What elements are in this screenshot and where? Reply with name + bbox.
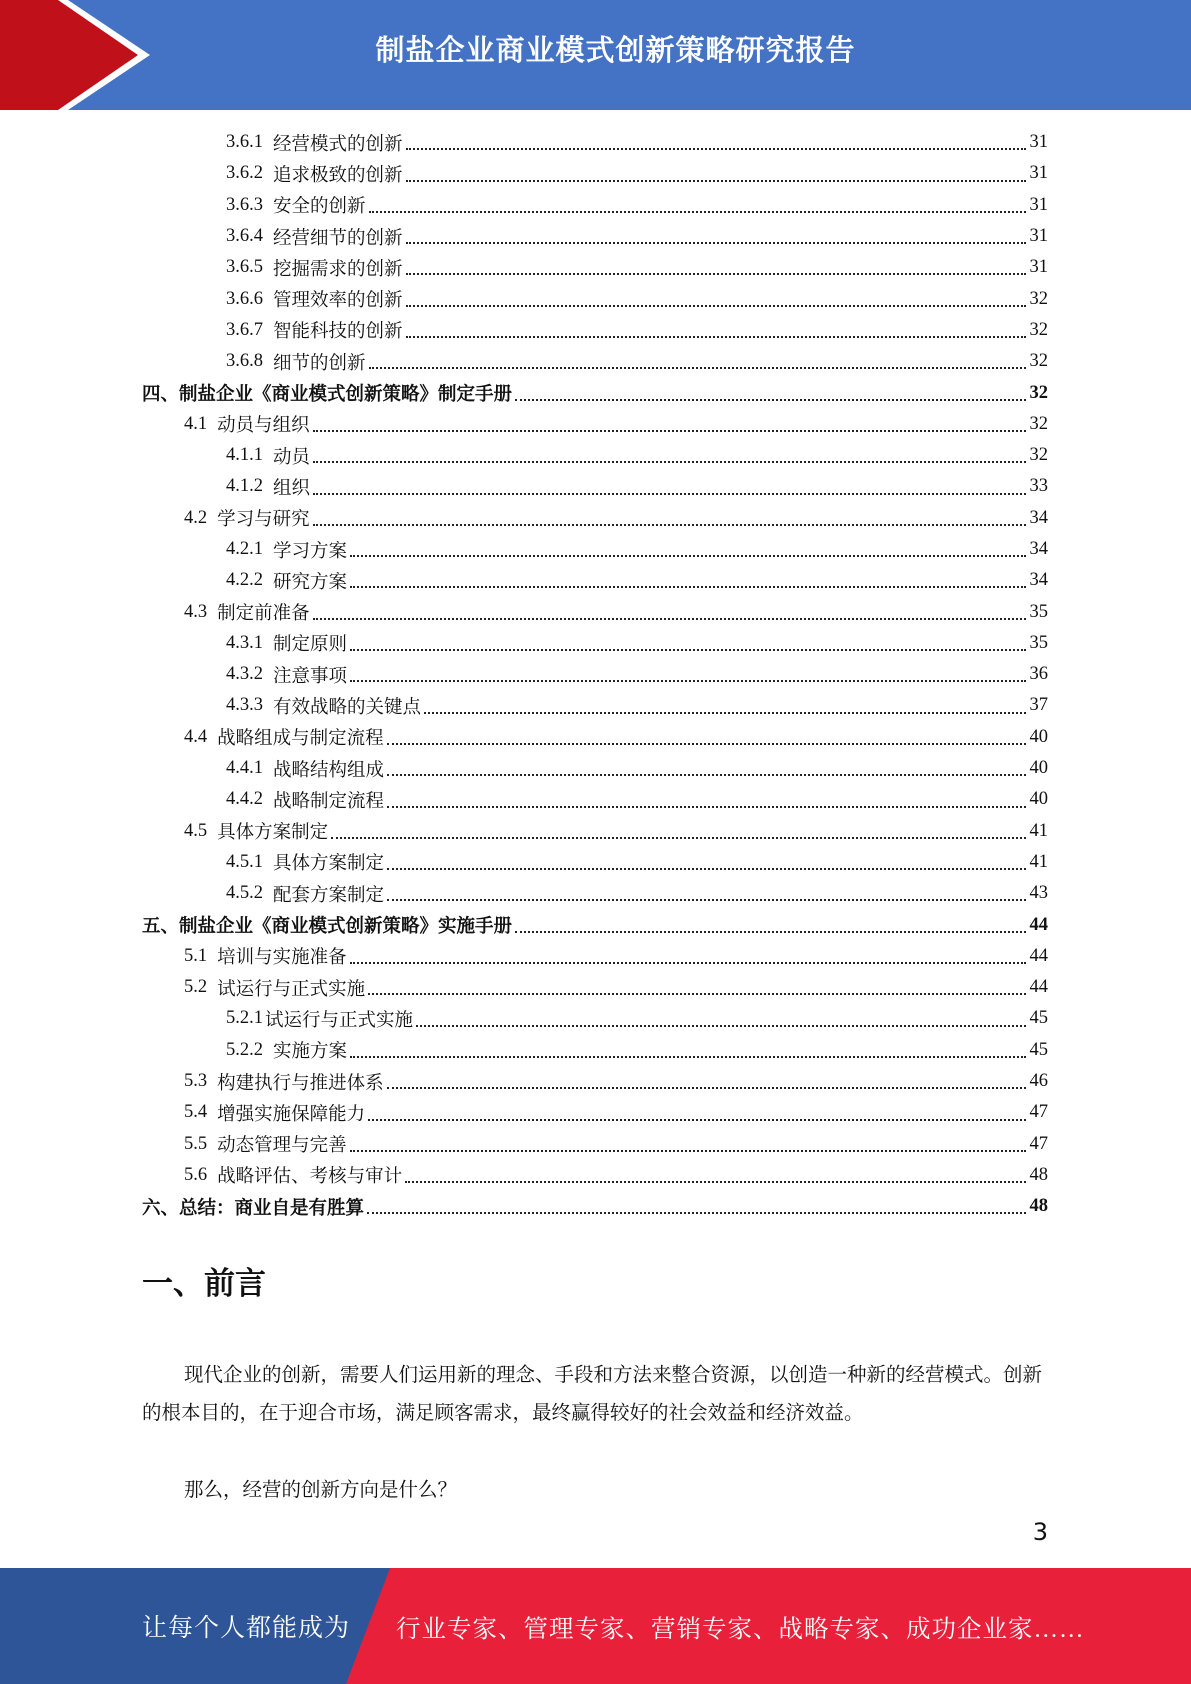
toc-dot-leader [350, 1056, 1026, 1058]
toc-entry-page: 31 [1029, 132, 1048, 153]
toc-entry-title: 细节的创新 [273, 353, 366, 374]
toc-entry-number: 4.5.2 [226, 883, 263, 904]
toc-dot-leader [387, 806, 1026, 808]
toc-dot-leader [515, 399, 1026, 401]
toc-entry[interactable] [142, 283, 1048, 314]
toc-entry-number: 4.5 [184, 820, 208, 841]
toc-entry-title: 注意事项 [273, 666, 348, 687]
toc-entry-title: 制定原则 [273, 635, 348, 656]
toc-entry-number: 4.4.2 [226, 789, 263, 810]
toc-entry-number: 3.6.1 [226, 132, 263, 153]
toc-entry-title: 五、制盐企业《商业模式创新策略》实施手册 [142, 917, 513, 938]
toc-entry-title: 制定前准备 [217, 604, 310, 625]
toc-entry-number: 3.6.7 [226, 319, 263, 340]
toc-entry-title: 追求极致的创新 [273, 165, 403, 186]
toc-dot-leader [313, 618, 1026, 620]
toc-dot-leader [350, 1150, 1026, 1152]
toc-dot-leader [387, 774, 1026, 776]
toc-entry[interactable] [142, 409, 1048, 440]
toc-entry[interactable] [142, 252, 1048, 283]
toc-entry-page: 34 [1029, 539, 1048, 559]
toc-entry-title: 学习与研究 [217, 510, 310, 531]
toc-entry-page: 32 [1029, 413, 1048, 434]
toc-entry-title: 智能科技的创新 [273, 322, 403, 343]
toc-entry-number: 4.1 [184, 413, 208, 434]
toc-entry[interactable] [142, 315, 1048, 346]
toc-entry-number: 3.6.4 [226, 226, 263, 247]
toc-entry-number: 5.2 [184, 977, 208, 998]
toc-entry[interactable] [142, 158, 1048, 189]
toc-entry[interactable] [142, 596, 1048, 627]
toc-entry-number: 5.1 [184, 945, 208, 966]
toc-entry[interactable] [142, 1066, 1048, 1097]
toc-entry-page: 40 [1029, 758, 1048, 779]
toc-dot-leader [405, 1181, 1026, 1183]
toc-dot-leader [406, 336, 1026, 338]
toc-dot-leader [367, 1212, 1026, 1214]
toc-dot-leader [406, 242, 1026, 244]
toc-dot-leader [313, 461, 1026, 463]
toc-entry-page: 40 [1029, 789, 1048, 810]
toc-dot-leader [350, 680, 1026, 682]
toc-entry-title: 试运行与正式实施 [265, 1010, 414, 1031]
toc-entry[interactable] [142, 1097, 1048, 1128]
toc-entry-title: 安全的创新 [273, 197, 366, 218]
toc-entry-number: 3.6.5 [226, 257, 263, 278]
toc-dot-leader [406, 148, 1026, 150]
toc-entry-title: 有效战略的关键点 [273, 697, 422, 718]
toc-entry[interactable] [142, 847, 1048, 878]
toc-entry-page: 32 [1029, 445, 1048, 466]
toc-entry-page: 48 [1029, 1196, 1048, 1217]
toc-entry-page: 32 [1029, 288, 1048, 309]
toc-entry-page: 35 [1029, 632, 1048, 653]
toc-entry-title: 增强实施保障能力 [217, 1104, 366, 1125]
toc-entry[interactable] [142, 909, 1048, 940]
toc-dot-leader [387, 868, 1026, 870]
toc-entry-title: 动员与组织 [217, 416, 310, 437]
toc-entry[interactable] [142, 659, 1048, 690]
toc-entry[interactable] [142, 534, 1048, 565]
toc-dot-leader [406, 273, 1026, 275]
toc-entry-title: 管理效率的创新 [273, 291, 403, 312]
toc-entry-page: 45 [1029, 1039, 1048, 1060]
toc-entry[interactable] [142, 503, 1048, 534]
toc-entry[interactable] [142, 1160, 1048, 1191]
toc-entry[interactable] [142, 753, 1048, 784]
toc-entry-number: 5.5 [184, 1133, 208, 1154]
toc-entry[interactable] [142, 471, 1048, 502]
toc-entry-title: 试运行与正式实施 [217, 979, 366, 1000]
toc-entry[interactable] [142, 628, 1048, 659]
section-heading: 一、前言 [142, 1266, 266, 1302]
toc-dot-leader [313, 493, 1026, 495]
page-header [0, 0, 1191, 110]
toc-dot-leader [368, 993, 1026, 995]
toc-entry[interactable] [142, 784, 1048, 815]
toc-entry-title: 战略制定流程 [273, 791, 385, 812]
toc-dot-leader [515, 931, 1026, 933]
page-number: 3 [1032, 1518, 1048, 1546]
toc-entry-page: 37 [1029, 695, 1048, 716]
toc-entry-number: 5.3 [184, 1071, 208, 1092]
toc-dot-leader [424, 712, 1026, 714]
toc-entry-page: 46 [1029, 1071, 1048, 1092]
toc-entry-number: 5.4 [184, 1102, 208, 1123]
toc-entry-number: 3.6.2 [226, 163, 263, 184]
toc-entry-title: 动员 [273, 447, 311, 468]
toc-entry[interactable] [142, 377, 1048, 408]
toc-entry-number: 4.1.1 [226, 445, 263, 466]
toc-entry-title: 经营细节的创新 [273, 228, 403, 249]
table-of-contents [142, 127, 1048, 1222]
toc-dot-leader [350, 962, 1026, 964]
toc-dot-leader [350, 649, 1026, 651]
toc-entry-number: 4.4.1 [226, 758, 263, 779]
toc-dot-leader [369, 211, 1026, 213]
toc-entry-page: 32 [1029, 319, 1048, 340]
toc-entry-page: 32 [1029, 382, 1048, 403]
toc-dot-leader [313, 430, 1026, 432]
toc-dot-leader [313, 524, 1026, 526]
toc-entry-page: 40 [1029, 726, 1048, 747]
toc-entry-title: 学习方案 [273, 541, 348, 562]
toc-dot-leader [416, 1025, 1026, 1027]
toc-entry-number: 4.3.1 [226, 632, 263, 653]
toc-entry-title: 配套方案制定 [273, 885, 385, 906]
toc-entry-page: 44 [1029, 945, 1048, 966]
toc-entry[interactable] [142, 972, 1048, 1003]
toc-entry-title: 挖掘需求的创新 [273, 259, 403, 280]
body-paragraph: 那么，经营的创新方向是什么？ [184, 1480, 458, 1501]
toc-entry-title: 构建执行与推进体系 [217, 1073, 384, 1094]
toc-dot-leader [331, 837, 1026, 839]
toc-entry-page: 41 [1029, 820, 1048, 841]
toc-entry-title: 实施方案 [273, 1042, 348, 1063]
toc-entry-page: 35 [1029, 601, 1048, 622]
toc-entry-title: 战略评估、考核与审计 [217, 1167, 403, 1188]
toc-entry[interactable] [142, 722, 1048, 753]
toc-entry[interactable] [142, 221, 1048, 252]
toc-dot-leader [350, 555, 1026, 557]
toc-entry[interactable] [142, 127, 1048, 158]
toc-entry-page: 47 [1029, 1102, 1048, 1123]
toc-entry-page: 31 [1029, 257, 1048, 278]
toc-entry-title: 动态管理与完善 [217, 1136, 347, 1157]
toc-entry-title: 组织 [273, 478, 311, 499]
toc-entry-title: 战略组成与制定流程 [217, 729, 384, 750]
toc-dot-leader [350, 586, 1026, 588]
toc-entry-title: 战略结构组成 [273, 760, 385, 781]
toc-entry[interactable] [142, 941, 1048, 972]
toc-entry[interactable] [142, 1129, 1048, 1160]
toc-entry-page: 48 [1029, 1164, 1048, 1185]
toc-entry[interactable] [142, 190, 1048, 221]
toc-dot-leader [387, 743, 1026, 745]
toc-entry-title: 研究方案 [273, 572, 348, 593]
toc-entry-page: 31 [1029, 226, 1048, 247]
toc-entry-page: 44 [1029, 977, 1048, 998]
toc-entry-number: 5.6 [184, 1164, 208, 1185]
toc-entry-number: 4.3.3 [226, 695, 263, 716]
toc-entry-number: 5.2.1 [226, 1008, 263, 1029]
toc-entry-page: 45 [1029, 1008, 1048, 1029]
toc-entry-number: 3.6.6 [226, 288, 263, 309]
toc-dot-leader [369, 367, 1026, 369]
toc-entry-number: 4.2.1 [226, 539, 263, 559]
toc-entry-page: 34 [1029, 570, 1048, 591]
footer-slogan-left: 让每个人都能成为 [142, 1615, 351, 1642]
toc-entry[interactable] [142, 690, 1048, 721]
footer-slogan-right: 行业专家、管理专家、营销专家、战略专家、成功企业家…… [396, 1616, 1085, 1643]
toc-entry-page: 32 [1029, 351, 1048, 372]
toc-entry-number: 5.2.2 [226, 1039, 263, 1060]
toc-entry-page: 34 [1029, 507, 1048, 528]
toc-entry-title: 具体方案制定 [217, 823, 329, 844]
toc-entry-page: 33 [1029, 476, 1048, 497]
toc-entry[interactable] [142, 1035, 1048, 1066]
toc-entry[interactable] [142, 346, 1048, 377]
toc-entry-number: 4.5.1 [226, 851, 263, 872]
toc-entry-page: 44 [1029, 914, 1048, 935]
toc-entry-title: 经营模式的创新 [273, 134, 403, 155]
toc-entry[interactable] [142, 1003, 1048, 1034]
toc-dot-leader [406, 305, 1026, 307]
toc-entry-page: 43 [1029, 883, 1048, 904]
toc-entry-page: 31 [1029, 163, 1048, 184]
toc-dot-leader [387, 899, 1026, 901]
toc-entry-number: 4.2.2 [226, 570, 263, 591]
toc-entry-title: 四、制盐企业《商业模式创新策略》制定手册 [142, 385, 513, 406]
toc-entry-number: 3.6.3 [226, 194, 263, 215]
toc-entry-number: 3.6.8 [226, 351, 263, 372]
toc-entry-title: 六、总结：商业自是有胜算 [142, 1198, 365, 1219]
toc-entry-page: 36 [1029, 664, 1048, 685]
page-footer [0, 1568, 1191, 1684]
toc-entry[interactable] [142, 1191, 1048, 1222]
toc-dot-leader [406, 180, 1026, 182]
body-paragraph: 现代企业的创新，需要人们运用新的理念、手段和方法来整合资源，以创造一种新的经营模式。创新的根本目的，在于迎合市场，满足顾客需求，最终赢得较好的社会效益和经济效益。 [142, 1365, 1043, 1424]
toc-dot-leader [387, 1087, 1026, 1089]
toc-entry-page: 47 [1029, 1133, 1048, 1154]
toc-entry-number: 4.3.2 [226, 664, 263, 685]
toc-entry[interactable] [142, 816, 1048, 847]
toc-dot-leader [368, 1119, 1026, 1121]
toc-entry[interactable] [142, 565, 1048, 596]
report-title: 制盐企业商业模式创新策略研究报告 [375, 33, 856, 67]
toc-entry-number: 4.4 [184, 726, 208, 747]
toc-entry[interactable] [142, 440, 1048, 471]
toc-entry-number: 4.3 [184, 601, 208, 622]
toc-entry-number: 4.2 [184, 507, 208, 528]
toc-entry-title: 培训与实施准备 [217, 948, 347, 969]
toc-entry-title: 具体方案制定 [273, 854, 385, 875]
toc-entry-page: 41 [1029, 851, 1048, 872]
toc-entry-page: 31 [1029, 194, 1048, 215]
toc-entry-number: 4.1.2 [226, 476, 263, 497]
toc-entry[interactable] [142, 878, 1048, 909]
